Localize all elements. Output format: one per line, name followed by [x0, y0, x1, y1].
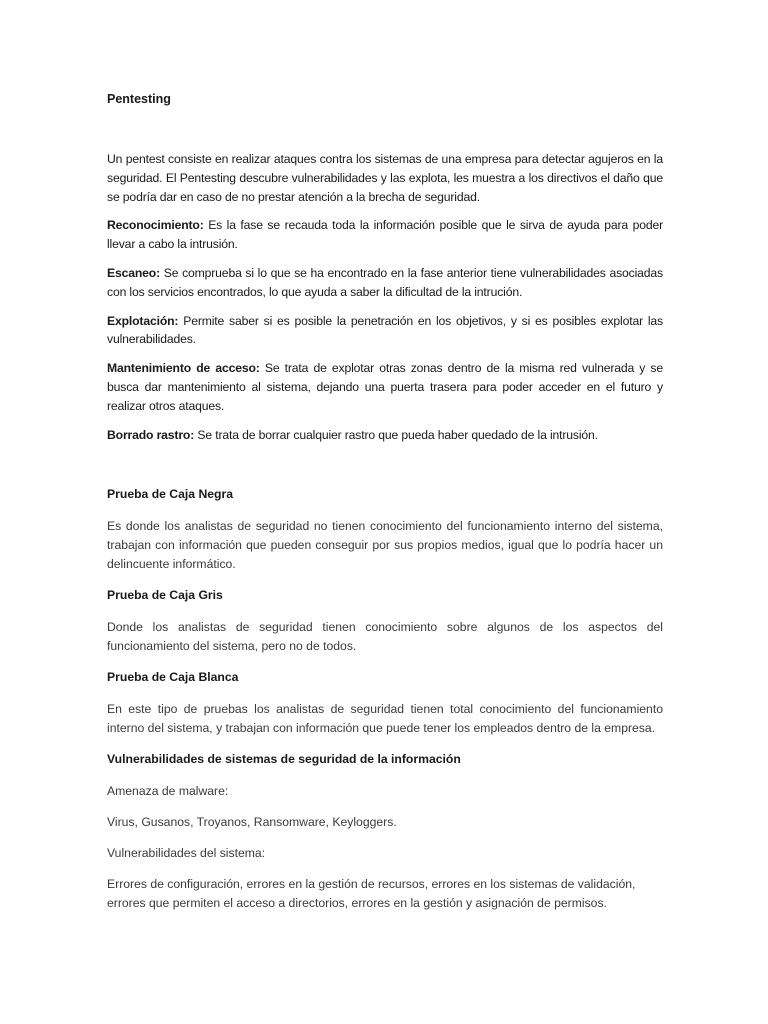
phase-term: Escaneo: [107, 265, 160, 280]
white-box-text: En este tipo de pruebas los analistas de seguridad tienen total conocimiento del funcionamiento interno del sistema, y trabajan con información que puede tener los empleados dentro de la empresa. [107, 702, 663, 735]
phase-paragraph-scan [107, 264, 663, 302]
gray-box-heading: Prueba de Caja Gris [107, 588, 223, 602]
system-vuln-label: Vulnerabilidades del sistema: [107, 846, 266, 860]
phase-term: Mantenimiento de acceso: [107, 361, 260, 376]
document-title: Pentesting [107, 92, 171, 106]
malware-label: Amenaza de malware: [107, 784, 229, 798]
phase-text: Se trata de explotar otras zonas dentro de la misma red vulnerada y se busca dar mantenimiento al sistema, dejando una puerta trasera para poder acceder en el futuro y realizar otros ataques. [107, 361, 663, 413]
phase-paragraph-recon [107, 216, 663, 254]
gray-box-text: Donde los analistas de seguridad tienen conocimiento sobre algunos de los aspectos del funcionamiento del sistema, pero no de todos. [107, 620, 663, 653]
intro-paragraph: Un pentest consiste en realizar ataques contra los sistemas de una empresa para detectar agujeros en la seguridad. El Pentesting descubre vulnerabilidades y las explota, les muestra a los directivos el daño que se podría dar en caso de no prestar atención a la brecha de seguridad. [107, 152, 663, 204]
phase-term: Explotación: [107, 313, 179, 328]
phase-paragraph-maintain [107, 359, 663, 415]
phase-text: Se trata de borrar cualquier rastro que pueda haber quedado de la intrusión. [194, 427, 598, 442]
phase-term: Reconocimiento: [107, 218, 204, 233]
phase-paragraph-cleanup [107, 426, 663, 445]
vulnerabilities-heading: Vulnerabilidades de sistemas de seguridad de la información [107, 752, 461, 766]
white-box-heading: Prueba de Caja Blanca [107, 670, 239, 684]
black-box-heading: Prueba de Caja Negra [107, 487, 233, 501]
pentest-overview-section [107, 150, 663, 454]
phase-text: Es la fase se recauda toda la información posible que le sirva de ayuda para poder llevar a cabo la intrusión. [107, 218, 663, 252]
phase-text: Se comprueba si lo que se ha encontrado en la fase anterior tiene vulnerabilidades asociadas con los servicios encontrados, lo que ayuda a saber la dificultad de la intrución. [107, 265, 663, 299]
phase-paragraph-exploit [107, 312, 663, 350]
black-box-text: Es donde los analistas de seguridad no tienen conocimiento del funcionamiento interno del sistema, trabajan con información que pueden conseguir por sus propios medios, igual que lo podría hacer un delincuente informático. [107, 519, 663, 571]
phase-text: Permite saber si es posible la penetración en los objetivos, y si es posibles explotar las vulnerabilidades. [107, 313, 663, 347]
phase-term: Borrado rastro: [107, 427, 195, 442]
system-vuln-list: Errores de configuración, errores en la gestión de recursos, errores en los sistemas de validación, errores que permiten el acceso a directorios, errores en la gestión y asignación de permisos. [107, 877, 636, 910]
malware-list: Virus, Gusanos, Troyanos, Ransomware, Keyloggers. [107, 815, 397, 829]
testing-types-section [107, 485, 663, 925]
